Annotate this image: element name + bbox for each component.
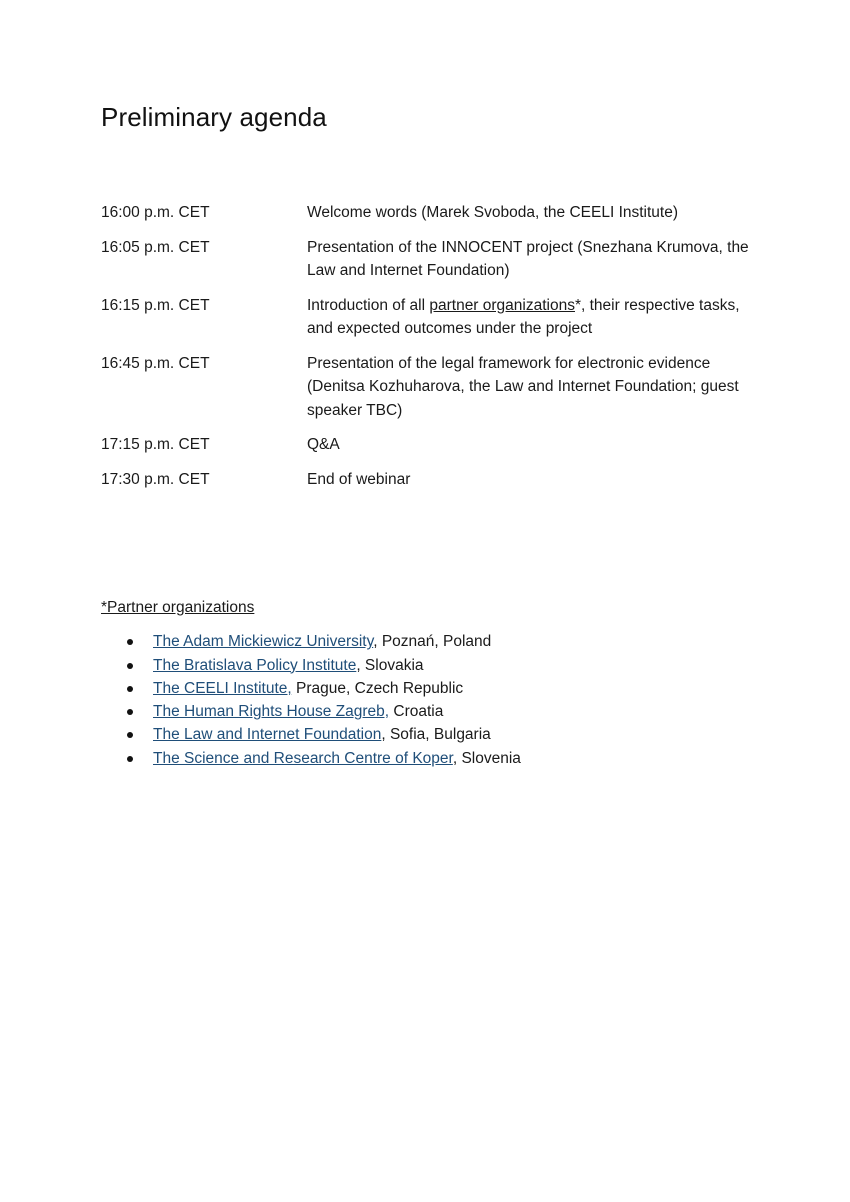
bullet-icon [127,639,133,645]
partner-link-adam-mickiewicz[interactable]: The Adam Mickiewicz University [153,633,374,651]
partner-link-koper[interactable]: The Science and Research Centre of Koper [153,749,453,767]
agenda-description: Welcome words (Marek Svoboda, the CEELI Institute) [307,204,679,221]
partners-section [101,596,751,770]
bullet-icon [127,732,133,738]
partner-link-human-rights-house[interactable]: The Human Rights House Zagreb, [153,703,390,721]
bullet-icon [127,686,133,692]
agenda-row [101,201,751,225]
partner-location: Prague, Czech Republic [291,679,464,697]
partner-location: , Poznań, Poland [373,633,492,651]
agenda-time: 16:15 p.m. CET [101,296,210,314]
partners-heading: *Partner organizations [101,599,255,616]
partner-organizations-link[interactable]: partner organizations [429,296,575,314]
page-title: Preliminary agenda [101,102,327,132]
list-item [101,723,751,746]
agenda-description: Presentation of the legal framework for electronic evidence (Denitsa Kozhuharova, the Law and Internet Foundation; guest speaker TBC) [307,354,739,419]
partner-link-law-internet[interactable]: The Law and Internet Foundation [153,726,382,744]
bullet-icon [127,663,133,669]
list-item [101,700,751,723]
list-item [101,630,751,653]
list-item [101,654,751,677]
agenda-row [101,352,751,423]
agenda-description: End of webinar [307,470,411,488]
agenda-time: 16:45 p.m. CET [101,354,210,372]
list-item [101,747,751,770]
agenda-time: 17:30 p.m. CET [101,470,210,488]
agenda-description: Presentation of the INNOCENT project (Snezhana Krumova, the Law and Internet Foundation) [307,238,749,279]
agenda-description: Introduction of all partner organizations*, their respective tasks, and expected outcomes under the project [307,296,740,337]
partner-location: Croatia [389,703,444,721]
list-item [101,677,751,700]
partner-location: , Slovenia [452,749,521,767]
agenda-table [101,201,751,502]
partner-location: , Slovakia [356,656,424,674]
agenda-row [101,236,751,283]
bullet-icon [127,756,133,762]
partner-location: , Sofia, Bulgaria [381,726,491,744]
partner-link-ceeli[interactable]: The CEELI Institute, [153,679,292,697]
agenda-row [101,433,751,457]
agenda-time: 16:00 p.m. CET [101,204,210,221]
agenda-row [101,294,751,341]
agenda-time: 16:05 p.m. CET [101,238,210,256]
partner-list [101,630,751,770]
agenda-row [101,468,751,492]
partner-link-bratislava[interactable]: The Bratislava Policy Institute [153,656,357,674]
bullet-icon [127,709,133,715]
agenda-description: Q&A [307,436,340,453]
agenda-time: 17:15 p.m. CET [101,436,210,453]
